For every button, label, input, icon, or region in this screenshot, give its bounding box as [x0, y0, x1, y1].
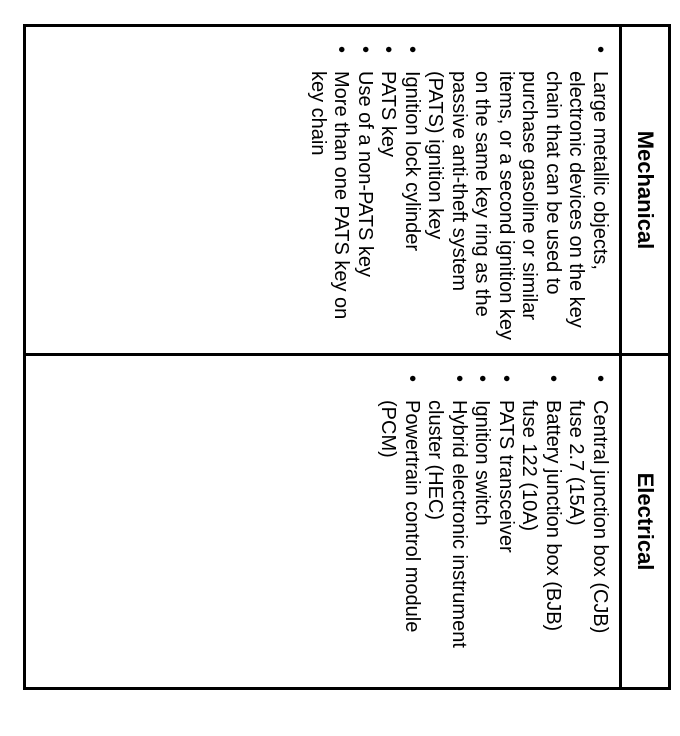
bullet-icon: • [589, 375, 611, 383]
list-item-text: Ignition switch [471, 400, 494, 526]
list-item [400, 41, 424, 341]
list-item-text: Hybrid electronic instrument cluster (HEC) [424, 400, 470, 648]
bullet-icon: • [589, 46, 611, 54]
electrical-cell [26, 356, 619, 687]
list-item [353, 41, 377, 341]
mechanical-list [306, 41, 612, 341]
electrical-list [376, 370, 611, 670]
table-header-row [619, 27, 668, 687]
bullet-icon: • [495, 375, 517, 383]
list-item [564, 370, 611, 670]
list-item [376, 370, 423, 670]
list-item-text: PATS key [377, 71, 400, 157]
bullet-icon: • [448, 375, 470, 383]
bullet-icon: • [377, 46, 400, 54]
list-item-text: Battery junction box (BJB) fuse 122 (10A) [518, 400, 564, 632]
mechanical-cell [26, 27, 619, 353]
list-item-text: Ignition lock cylinder [401, 71, 423, 252]
bullet-icon: • [401, 375, 423, 383]
bullet-icon: • [471, 375, 494, 383]
list-item-text: More than one PATS key on key chain [307, 71, 353, 320]
list-item [517, 370, 564, 670]
list-item [306, 41, 353, 341]
list-item-text: Large metallic objects, electronic devices on the key chain that can be used to purchase gasoline or similar items, or a second ignition key on the same key ring as the passive anti-theft system (PATS) ignition key [424, 71, 611, 341]
bullet-icon: • [354, 46, 376, 54]
bullet-icon: • [330, 46, 353, 54]
header-mechanical: Mechanical [633, 130, 658, 250]
list-item [376, 41, 400, 341]
list-item-text: Powertrain control module (PCM) [377, 400, 423, 633]
header-electrical: Electrical [633, 472, 658, 571]
bullet-icon: • [401, 46, 423, 54]
list-item-text: Use of a non-PATS key [354, 71, 376, 278]
diagnostic-table [23, 24, 671, 690]
list-item-text: Central junction box (CJB) fuse 2.7 (15A) [565, 400, 611, 634]
table-body-row [26, 27, 619, 687]
bullet-icon: • [542, 375, 564, 383]
list-item [470, 370, 494, 670]
list-item-text: PATS transceiver [495, 400, 517, 553]
list-item [423, 370, 470, 670]
list-item [494, 370, 518, 670]
list-item [423, 41, 611, 341]
